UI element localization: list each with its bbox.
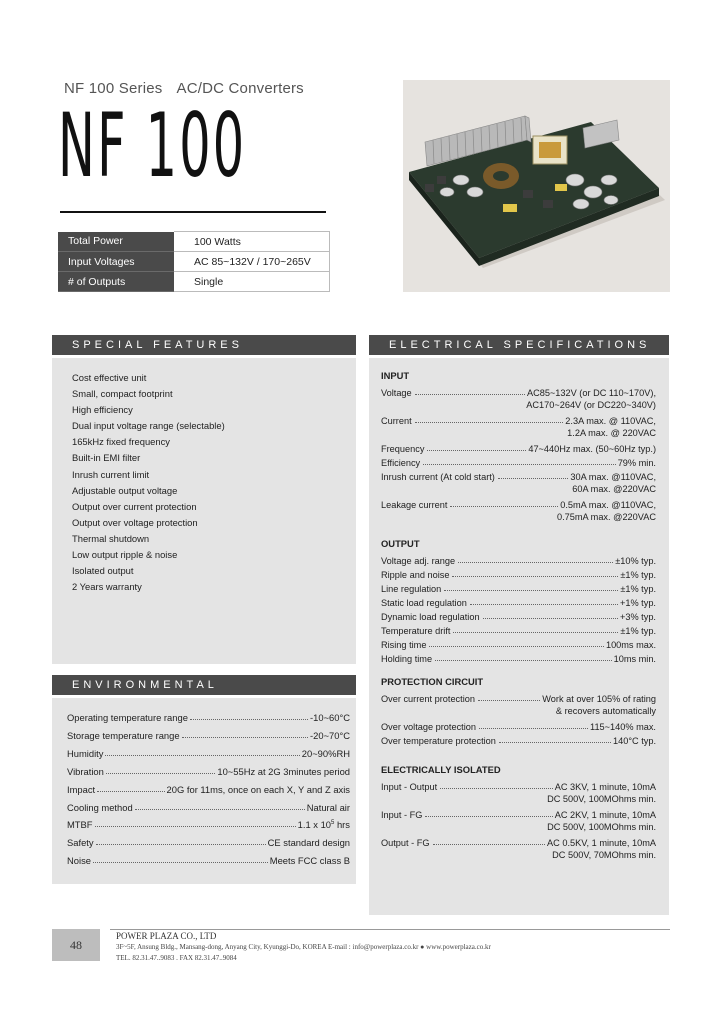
spec-value: AC85~132V (or DC 110~170V), (526, 388, 656, 398)
spec-value-continued: 0.75mA max. @220VAC (556, 512, 656, 522)
spec-row (381, 440, 656, 454)
spec-value: ±1% typ. (620, 584, 656, 594)
spec-label: Voltage adj. range (381, 556, 456, 566)
feature-item: Low output ripple & noise (72, 549, 178, 561)
summary-value: AC 85~132V / 170~265V (174, 252, 330, 272)
env-row (67, 837, 350, 848)
isolated-group-title: ELECTRICALLY ISOLATED (381, 764, 501, 775)
feature-item: High efficiency (72, 404, 133, 416)
spec-label: Output - FG (381, 838, 430, 848)
dot-leader (498, 478, 569, 479)
spec-label: Voltage (381, 388, 412, 398)
spec-row (381, 384, 656, 412)
feature-item: Output over voltage protection (72, 516, 198, 528)
spec-value: AC 0.5KV, 1 minute, 10mA (547, 838, 656, 848)
env-label: Vibration (67, 766, 104, 777)
dot-leader (427, 450, 526, 451)
spec-row (381, 622, 656, 636)
spec-value: 10ms min. (613, 654, 656, 664)
page-number: 48 (52, 929, 100, 961)
env-value-text: 20~90%RH (301, 748, 350, 759)
spec-row (381, 496, 656, 524)
spec-row (381, 454, 656, 468)
spec-row (381, 608, 656, 622)
series-type: AC/DC Converters (176, 80, 304, 97)
spec-label: Static load regulation (381, 598, 467, 608)
env-row (67, 819, 350, 830)
env-row (67, 712, 350, 723)
summary-value: 100 Watts (174, 232, 330, 252)
company-name: POWER PLAZA CO., LTD (116, 931, 217, 941)
env-value-unit: °C (339, 712, 350, 723)
env-value (217, 766, 350, 777)
env-value-text: Natural air (306, 802, 350, 813)
env-value (310, 712, 350, 723)
env-value (302, 748, 350, 759)
dot-leader (106, 773, 216, 774)
feature-item: Thermal shutdown (72, 532, 150, 544)
spec-value: ±10% typ. (615, 556, 656, 566)
spec-row (381, 468, 656, 496)
dot-leader (93, 862, 268, 863)
protection-group-title: PROTECTION CIRCUIT (381, 676, 484, 687)
env-value-text: Meets FCC class B (269, 855, 350, 866)
company-phone: TEL. 82.31.47..9083 . FAX 82.31.47..9084 (116, 954, 237, 962)
spec-value: 47~440Hz max. (50~60Hz typ.) (528, 444, 656, 454)
env-value (298, 819, 350, 830)
spec-label: Over current protection (381, 694, 475, 704)
title-underline (60, 211, 326, 213)
spec-value-continued: & recovers automatically (555, 706, 656, 716)
env-label: Impact (67, 784, 96, 795)
spec-value-continued: DC 500V, 100MOhms min. (547, 822, 656, 832)
spec-value-continued: 1.2A max. @ 220VAC (567, 428, 656, 438)
spec-row (381, 718, 656, 732)
feature-item: Isolated output (72, 565, 134, 577)
features-list (72, 370, 225, 595)
env-label: Humidity (67, 748, 104, 759)
env-value-text: 20G for 11ms, once on each X, Y and Z axis (166, 784, 350, 795)
spec-label: Ripple and noise (381, 570, 450, 580)
summary-row (58, 252, 330, 272)
spec-row (381, 732, 656, 746)
dot-leader (444, 590, 618, 591)
env-value (270, 855, 350, 866)
special-features-panel (52, 358, 356, 664)
special-features-heading: SPECIAL FEATURES (52, 335, 356, 355)
dot-leader (415, 422, 564, 423)
dot-leader (95, 826, 296, 827)
dot-leader (440, 788, 553, 789)
output-group-title: OUTPUT (381, 538, 420, 549)
spec-row (381, 834, 656, 862)
env-value (268, 837, 350, 848)
env-value-text: -20~70 (310, 730, 340, 741)
env-label: Noise (67, 855, 91, 866)
spec-label: Leakage current (381, 500, 448, 510)
summary-label: # of Outputs (58, 272, 174, 292)
dot-leader (135, 809, 305, 810)
summary-row (58, 232, 330, 252)
env-row (67, 855, 350, 866)
spec-label: Over temperature protection (381, 736, 496, 746)
feature-item: 165kHz fixed frequency (72, 436, 170, 448)
spec-label: Line regulation (381, 584, 442, 594)
dot-leader (452, 576, 618, 577)
spec-label: Dynamic load regulation (381, 612, 480, 622)
dot-leader (423, 464, 616, 465)
spec-label: Rising time (381, 640, 427, 650)
summary-row (58, 272, 330, 292)
spec-row (381, 806, 656, 834)
environmental-panel (52, 698, 356, 884)
dot-leader (425, 816, 552, 817)
env-value-text: 10~55Hz at 2G 3minutes period (217, 766, 350, 777)
spec-value: ±1% typ. (620, 626, 656, 636)
product-photo (403, 80, 670, 292)
spec-label: Efficiency (381, 458, 421, 468)
feature-item: Dual input voltage range (selectable) (72, 420, 225, 432)
spec-value: AC 3KV, 1 minute, 10mA (554, 782, 656, 792)
env-value-text: 1.1 x 10 (297, 819, 332, 830)
env-label: MTBF (67, 819, 93, 830)
spec-value: 30A max. @110VAC, (570, 472, 656, 482)
spec-row (381, 566, 656, 580)
spec-row (381, 778, 656, 806)
summary-label: Total Power (58, 232, 174, 252)
feature-item: Inrush current limit (72, 468, 150, 480)
env-value-text: CE standard design (267, 837, 350, 848)
dot-leader (450, 506, 558, 507)
spec-value: +1% typ. (619, 598, 656, 608)
dot-leader (105, 755, 299, 756)
spec-value: 100ms max. (605, 640, 656, 650)
summary-label: Input Voltages (58, 252, 174, 272)
model-title: NF 100 (58, 94, 247, 197)
environmental-heading: ENVIRONMENTAL (52, 675, 356, 695)
dot-leader (96, 844, 266, 845)
spec-value: Work at over 105% of rating (542, 694, 656, 704)
env-value (167, 784, 350, 795)
env-row (67, 730, 350, 741)
spec-value: 79% min. (617, 458, 656, 468)
feature-item: Output over current protection (72, 500, 197, 512)
dot-leader (483, 618, 618, 619)
spec-label: Frequency (381, 444, 425, 454)
feature-item: Adjustable output voltage (72, 484, 178, 496)
spec-value-continued: DC 500V, 100MOhms min. (547, 794, 656, 804)
env-value-exponent: 5 (331, 819, 335, 826)
spec-value: 2.3A max. @ 110VAC, (565, 416, 656, 426)
summary-table (58, 231, 330, 292)
spec-label: Input - Output (381, 782, 438, 792)
spec-value: 140°C typ. (613, 736, 656, 746)
feature-item: Small, compact footprint (72, 388, 173, 400)
input-group-title: INPUT (381, 370, 410, 381)
dot-leader (470, 604, 618, 605)
env-label: Cooling method (67, 802, 133, 813)
summary-value: Single (174, 272, 330, 292)
dot-leader (499, 742, 611, 743)
dot-leader (415, 394, 525, 395)
env-row (67, 784, 350, 795)
spec-value: +3% typ. (619, 612, 656, 622)
spec-value: 115~140% max. (590, 722, 656, 732)
footer-rule (110, 929, 670, 930)
env-value (310, 730, 350, 741)
spec-label: Holding time (381, 654, 433, 664)
series-name: NF 100 Series (64, 80, 163, 97)
spec-row (381, 690, 656, 718)
dot-leader (478, 700, 540, 701)
dot-leader (190, 719, 308, 720)
env-label: Storage temperature range (67, 730, 180, 741)
feature-item: Built-in EMI filter (72, 452, 141, 464)
dot-leader (458, 562, 613, 563)
spec-value-continued: 60A max. @220VAC (572, 484, 656, 494)
spec-row (381, 636, 656, 650)
spec-value: ±1% typ. (620, 570, 656, 580)
env-row (67, 766, 350, 777)
env-value-unit: hrs (334, 819, 350, 830)
feature-item: Cost effective unit (72, 372, 147, 383)
spec-value-continued: DC 500V, 70MOhms min. (552, 850, 656, 860)
dot-leader (453, 632, 618, 633)
spec-label: Input - FG (381, 810, 423, 820)
electrical-specs-heading: ELECTRICAL SPECIFICATIONS (369, 335, 669, 355)
env-value (307, 802, 350, 813)
spec-value: 0.5mA max. @110VAC, (560, 500, 656, 510)
spec-value: AC 2KV, 1 minute, 10mA (554, 810, 656, 820)
dot-leader (435, 660, 612, 661)
spec-label: Inrush current (At cold start) (381, 472, 495, 482)
feature-item: 2 Years warranty (72, 581, 142, 593)
env-row (67, 802, 350, 813)
env-row (67, 748, 350, 759)
dot-leader (433, 844, 546, 845)
spec-label: Over voltage protection (381, 722, 476, 732)
dot-leader (182, 737, 308, 738)
spec-row (381, 594, 656, 608)
spec-row (381, 412, 656, 440)
company-address: 3F~5F, Ansung Bldg., Mansang-dong, Anyang City, Kyunggi-Do, KOREA E-mail : info@powerplaza.co.kr ● www.powerplaza.co.kr (116, 943, 491, 951)
env-value-unit: °C (339, 730, 350, 741)
spec-value-continued: AC170~264V (or DC220~340V) (526, 400, 656, 410)
spec-row (381, 552, 656, 566)
spec-row (381, 580, 656, 594)
env-label: Safety (67, 837, 94, 848)
env-label: Operating temperature range (67, 712, 188, 723)
spec-label: Current (381, 416, 412, 426)
dot-leader (97, 791, 164, 792)
env-value-text: -10~60 (310, 712, 340, 723)
spec-label: Temperature drift (381, 626, 451, 636)
spec-row (381, 650, 656, 664)
dot-leader (429, 646, 604, 647)
electrical-specs-panel (369, 358, 669, 915)
dot-leader (479, 728, 588, 729)
